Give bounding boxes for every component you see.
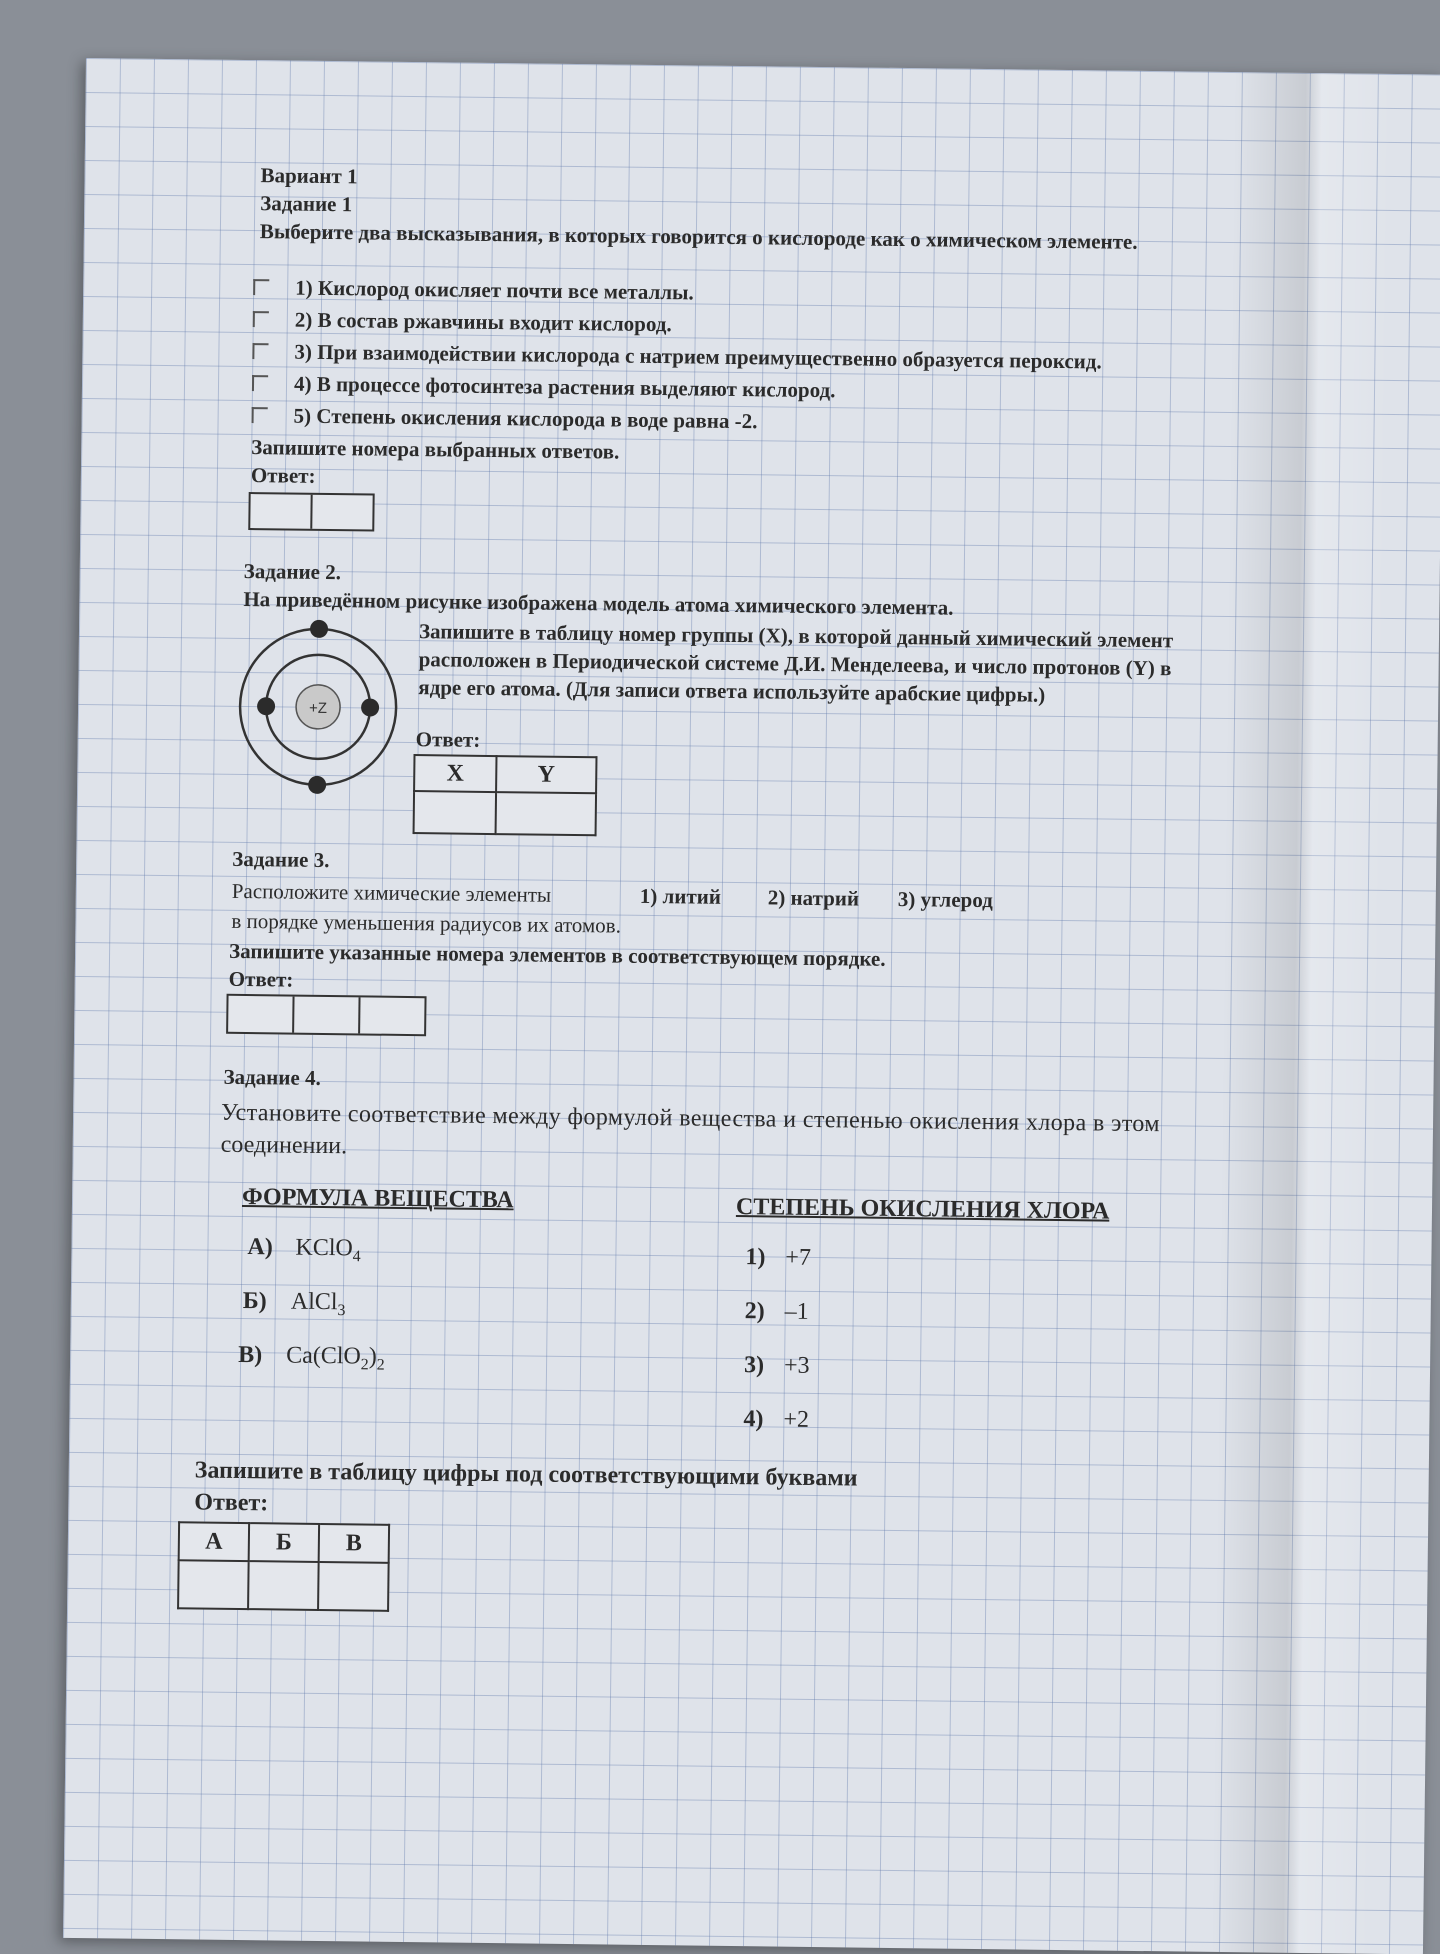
electron xyxy=(361,698,379,716)
answer-cell[interactable] xyxy=(294,997,360,1034)
table-header-y: Y xyxy=(496,756,596,793)
atom-model-diagram xyxy=(227,616,409,798)
worksheet-page xyxy=(63,58,1440,1954)
answer-cell-a[interactable] xyxy=(178,1560,249,1609)
task2-text-line: Запишите в таблицу номер группы (X), в которой данный химический элемент xyxy=(418,619,1174,653)
answer-cell-b[interactable] xyxy=(248,1561,319,1610)
formula-item: Б) AlCl$_3$ xyxy=(242,1288,346,1320)
checkbox-icon[interactable] xyxy=(252,407,268,423)
task3-element: 1) литий xyxy=(639,883,722,909)
task3-answer-boxes xyxy=(226,994,426,1036)
answer-cell-y[interactable] xyxy=(496,792,597,835)
task3-element: 2) натрий xyxy=(767,885,860,911)
electron xyxy=(308,776,326,794)
oxidation-state-item: 2) –1 xyxy=(744,1298,809,1325)
answer-cell[interactable] xyxy=(312,495,372,530)
table-header-v: В xyxy=(319,1524,389,1563)
oxidation-state-item: 1) +7 xyxy=(745,1244,812,1271)
table-header-b: Б xyxy=(249,1523,319,1562)
task4-text-line1: Установите соответствие между формулой вещества и степенью окисления хлора в этом xyxy=(220,1099,1161,1138)
task3-title: Задание 3. xyxy=(232,846,330,873)
task3-instruction: Запишите указанные номера элементов в соответствующем порядке. xyxy=(228,938,886,971)
task2-title: Задание 2. xyxy=(243,558,342,585)
checkbox-icon[interactable] xyxy=(252,343,268,359)
task4-instruction: Запишите в таблицу цифры под соответствующими буквами xyxy=(194,1457,858,1492)
task3-answer-label: Ответ: xyxy=(228,966,294,992)
task1-option[interactable]: 5) Степень окисления кислорода в воде равна -2. xyxy=(251,402,757,434)
task4-answer-label: Ответ: xyxy=(194,1489,269,1517)
checkbox-icon[interactable] xyxy=(253,311,269,327)
task1-option[interactable]: 2) В состав ржавчины входит кислород. xyxy=(253,306,672,337)
answer-cell[interactable] xyxy=(360,997,424,1034)
task1-answer-boxes xyxy=(248,492,374,532)
task2-intro: На приведённом рисунке изображена модель атома химического элемента. xyxy=(243,586,954,620)
nucleus-label: +Z xyxy=(308,699,328,717)
task1-option[interactable]: 3) При взаимодействии кислорода с натрием преимущественно образуется пероксид. xyxy=(252,338,1102,374)
formula-column-header: ФОРМУЛА ВЕЩЕСТВА xyxy=(241,1183,514,1214)
checkbox-icon[interactable] xyxy=(252,375,268,391)
task1-title: Задание 1 xyxy=(260,191,353,217)
checkbox-icon[interactable] xyxy=(253,279,269,295)
electron xyxy=(257,697,275,715)
answer-cell-x[interactable] xyxy=(414,791,497,834)
oxidation-column-header: СТЕПЕНЬ ОКИСЛЕНИЯ ХЛОРА xyxy=(735,1194,1110,1225)
task2-answer-table xyxy=(413,754,598,836)
task2-text-line: расположен в Периодической системе Д.И. Менделеева, и число протонов (Y) в xyxy=(418,647,1172,681)
formula-item: А) KClO$_4$ xyxy=(247,1234,361,1266)
answer-cell[interactable] xyxy=(250,494,312,529)
task2-text-line: ядре его атома. (Для записи ответа используйте арабские цифры.) xyxy=(418,675,1046,707)
task2-answer-label: Ответ: xyxy=(415,727,481,752)
task1-instruction: Запишите номера выбранных ответов. xyxy=(251,435,620,464)
task4-answer-table xyxy=(177,1521,390,1612)
oxidation-state-item: 3) +3 xyxy=(743,1352,810,1379)
formula-item: В) $Ca(ClO_2)_2$ xyxy=(238,1341,385,1374)
task1-question: Выберите два высказывания, в которых говорится о кислороде как о химическом элементе. xyxy=(259,219,1138,254)
table-header-a: А xyxy=(179,1522,249,1561)
task1-option[interactable]: 4) В процессе фотосинтеза растения выделяют кислород. xyxy=(252,370,836,403)
task3-line2: в порядке уменьшения радиусов их атомов. xyxy=(231,908,622,938)
oxidation-state-item: 4) +2 xyxy=(743,1406,810,1433)
task1-answer-label: Ответ: xyxy=(250,463,316,488)
page-fold-shadow xyxy=(1211,72,1394,1954)
task1-option[interactable]: 1) Кислород окисляет почти все металлы. xyxy=(253,274,694,305)
task4-text-line2: соединении. xyxy=(220,1131,348,1160)
table-header-x: X xyxy=(414,755,496,792)
task4-title: Задание 4. xyxy=(223,1064,321,1090)
task3-element: 3) углерод xyxy=(897,886,993,913)
electron xyxy=(310,620,328,638)
task3-line1: Расположите химические элементы xyxy=(231,878,552,907)
answer-cell[interactable] xyxy=(228,996,294,1033)
answer-cell-v[interactable] xyxy=(318,1562,389,1611)
variant-title: Вариант 1 xyxy=(260,163,358,189)
